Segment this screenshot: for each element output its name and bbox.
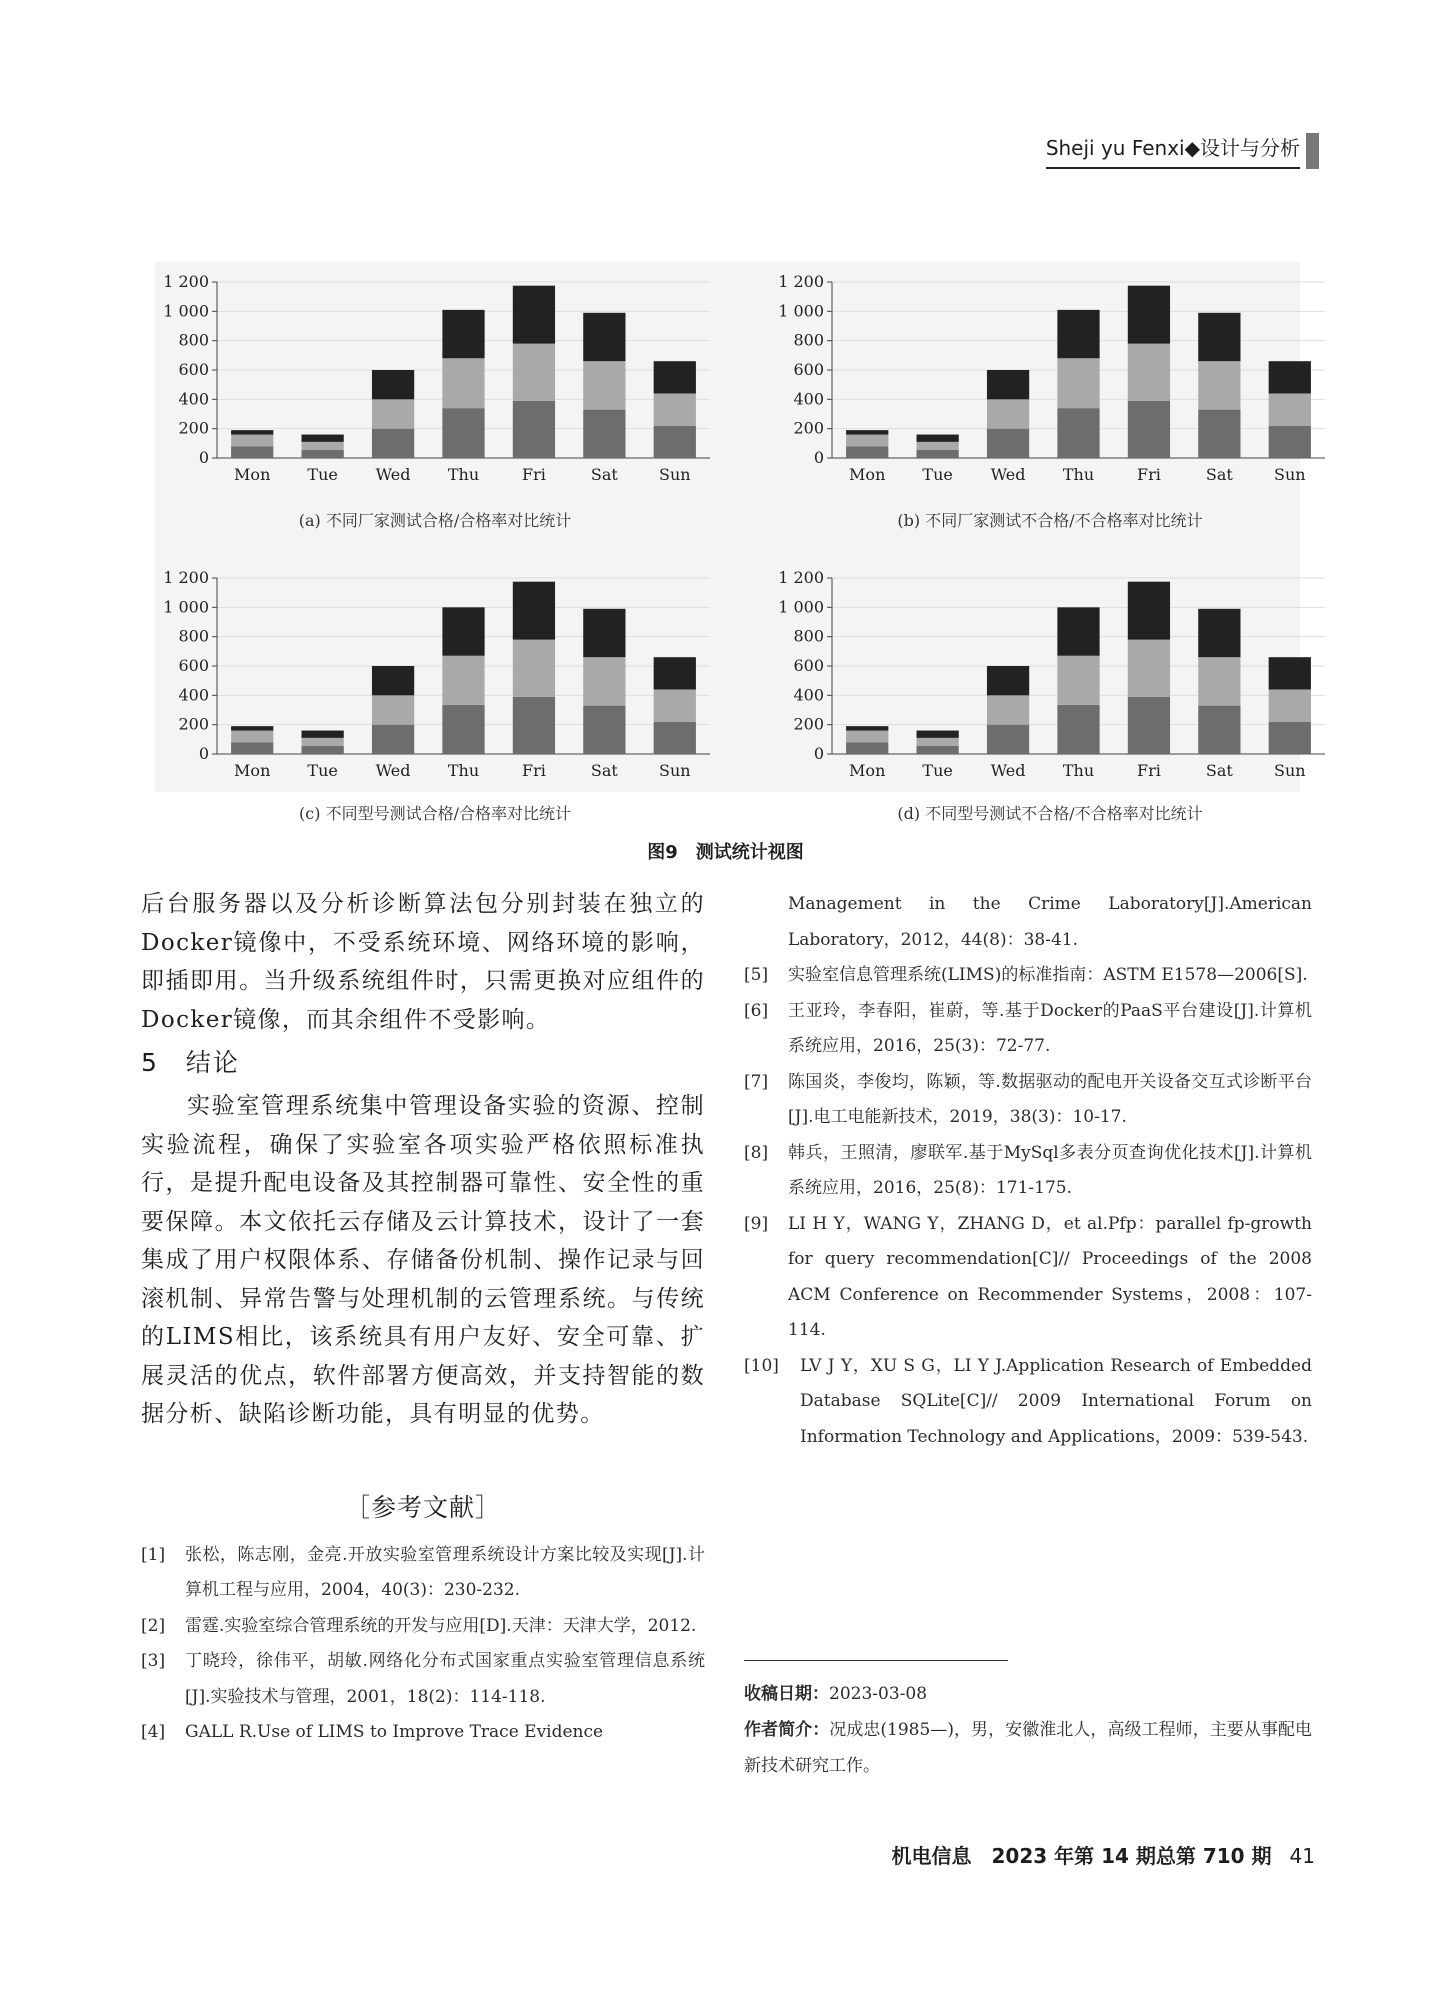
bar-segment bbox=[1198, 313, 1240, 361]
bar-segment bbox=[987, 429, 1029, 458]
bar-segment bbox=[1269, 393, 1311, 425]
bar-segment bbox=[987, 666, 1029, 695]
reference-text: 实验室信息管理系统(LIMS)的标准指南：ASTM E1578—2006[S]. bbox=[788, 965, 1308, 985]
bar-segment bbox=[302, 738, 344, 746]
y-tick-label: 1 000 bbox=[778, 301, 824, 321]
bar-segment bbox=[917, 450, 959, 458]
x-tick-label: Thu bbox=[447, 761, 480, 780]
chart-a bbox=[155, 262, 715, 512]
reference-text: 陈国炎，李俊均，陈颖，等.数据驱动的配电开关设备交互式诊断平台[J].电工电能新技术，2019，38(3)：10-17. bbox=[788, 1071, 1312, 1127]
references-left bbox=[141, 1538, 705, 1751]
reference-item bbox=[141, 1609, 705, 1645]
received-date-label: 收稿日期： bbox=[744, 1684, 829, 1704]
bar-segment bbox=[372, 370, 414, 399]
body-paragraph-2: 实验室管理系统集中管理设备实验的资源、控制实验流程，确保了实验室各项实验严格依照标准执行，是提升配电设备及其控制器可靠性、安全性的重要保障。本文依托云存储及云计算技术，设计了一套集成了用户权限体系、存储备份机制、操作记录与回滚机制、异常告警与处理机制的云管理系统。与传统的LIMS相比，该系统具有用户友好、安全可靠、扩展灵活的优点，软件部署方便高效，并支持智能的数据分析、缺陷诊断功能，具有明显的优势。 bbox=[141, 1093, 705, 1427]
bar-segment bbox=[987, 370, 1029, 399]
chart-d-svg bbox=[770, 558, 1330, 808]
bar-segment bbox=[846, 731, 888, 743]
y-tick-label: 800 bbox=[793, 626, 824, 646]
reference-number: [10] bbox=[744, 1355, 779, 1376]
reference-text: LI H Y，WANG Y，ZHANG D，et al.Pfp：parallel fp-growth for query recommendation[C]// Proceedings of the 2008 ACM Conference on Recommender Systems，2008：107-114. bbox=[788, 1213, 1312, 1340]
x-tick-label: Sun bbox=[1273, 761, 1306, 780]
chart-c-svg bbox=[155, 558, 715, 808]
bar-segment bbox=[917, 738, 959, 746]
reference-number: [7] bbox=[744, 1071, 769, 1092]
chart-d bbox=[770, 558, 1330, 808]
running-header-text: Sheji yu Fenxi◆设计与分析 bbox=[1046, 133, 1300, 169]
y-tick-label: 800 bbox=[793, 330, 824, 350]
y-tick-label: 600 bbox=[793, 656, 824, 675]
reference-number: [9] bbox=[744, 1213, 769, 1234]
y-tick-label: 0 bbox=[198, 448, 209, 467]
y-tick-label: 400 bbox=[178, 685, 209, 705]
reference-number: [6] bbox=[744, 1000, 769, 1021]
y-tick-label: 200 bbox=[793, 418, 824, 438]
reference-number: [3] bbox=[141, 1651, 166, 1671]
y-tick-label: 800 bbox=[178, 626, 209, 646]
bar-segment bbox=[583, 410, 625, 458]
y-tick-label: 1 000 bbox=[163, 301, 209, 321]
bar-segment bbox=[1057, 656, 1099, 705]
reference-item bbox=[744, 1136, 1312, 1207]
bar-segment bbox=[583, 706, 625, 754]
bar-segment bbox=[1269, 426, 1311, 458]
reference-text: 丁晓玲，徐伟平，胡敏.网络化分布式国家重点实验室管理信息系统[J].实验技术与管理，2001，18(2)：114-118. bbox=[185, 1651, 705, 1707]
x-tick-label: Tue bbox=[922, 761, 953, 780]
x-tick-label: Fri bbox=[521, 465, 546, 484]
reference-item bbox=[141, 1538, 705, 1609]
bar-segment bbox=[1057, 607, 1099, 655]
bar-segment bbox=[372, 666, 414, 695]
bar-segment bbox=[1198, 361, 1240, 409]
bar-segment bbox=[654, 689, 696, 721]
reference-text: 张松，陈志刚，金亮.开放实验室管理系统设计方案比较及实现[J].计算机工程与应用，2004，40(3)：230-232. bbox=[185, 1544, 705, 1600]
bar-segment bbox=[513, 582, 555, 640]
left-column bbox=[141, 885, 705, 1751]
x-tick-label: Thu bbox=[1062, 761, 1095, 780]
chart-b bbox=[770, 262, 1330, 512]
x-tick-label: Mon bbox=[234, 465, 271, 484]
caption-a: (a) 不同厂家测试合格/合格率对比统计 bbox=[298, 511, 572, 530]
y-tick-label: 400 bbox=[793, 389, 824, 409]
bar-segment bbox=[372, 399, 414, 428]
x-tick-label: Tue bbox=[307, 465, 338, 484]
x-tick-label: Wed bbox=[375, 465, 411, 484]
reference-number: [8] bbox=[744, 1142, 769, 1163]
x-tick-label: Tue bbox=[307, 761, 338, 780]
bar-segment bbox=[442, 310, 484, 358]
bar-segment bbox=[1057, 310, 1099, 358]
y-tick-label: 1 200 bbox=[163, 272, 209, 291]
y-tick-label: 1 200 bbox=[778, 272, 824, 291]
header-bar-decoration bbox=[1306, 133, 1319, 169]
references-right bbox=[744, 958, 1312, 1455]
bar-segment bbox=[654, 657, 696, 689]
bar-segment bbox=[846, 726, 888, 730]
bar-segment bbox=[1198, 410, 1240, 458]
reference-number: [2] bbox=[141, 1615, 166, 1636]
references-heading: ［参考文献］ bbox=[344, 1492, 501, 1522]
reference-text: LV J Y，XU S G，LI Y J.Application Research of Embedded Database SQLite[C]// 2009 International Forum on Information Technology and Applications，2009：539-543. bbox=[800, 1355, 1312, 1447]
reference-item bbox=[744, 1207, 1312, 1349]
reference-number: [4] bbox=[141, 1722, 166, 1742]
bar-segment bbox=[583, 313, 625, 361]
reference-text: 雷霆.实验室综合管理系统的开发与应用[D].天津：天津大学，2012. bbox=[185, 1615, 697, 1636]
received-date-value: 2023-03-08 bbox=[829, 1684, 928, 1704]
bar-segment bbox=[1198, 706, 1240, 754]
bar-segment bbox=[513, 344, 555, 401]
page-number: 41 bbox=[1289, 1844, 1315, 1868]
bar-segment bbox=[442, 358, 484, 408]
bar-segment bbox=[846, 435, 888, 447]
bar-segment bbox=[231, 731, 273, 743]
bar-segment bbox=[583, 657, 625, 705]
footer-journal: 机电信息 2023 年第 14 期总第 710 期 bbox=[891, 1844, 1272, 1868]
bar-segment bbox=[513, 286, 555, 344]
bar-segment bbox=[372, 695, 414, 724]
bar-segment bbox=[917, 435, 959, 442]
author-value: 况成忠(1985—)，男，安徽淮北人，高级工程师，主要从事配电新技术研究工作。 bbox=[744, 1720, 1313, 1776]
y-tick-label: 600 bbox=[178, 656, 209, 675]
y-tick-label: 400 bbox=[793, 685, 824, 705]
bar-segment bbox=[442, 705, 484, 754]
bar-segment bbox=[442, 408, 484, 458]
bar-segment bbox=[654, 722, 696, 754]
bar-segment bbox=[846, 742, 888, 754]
bar-segment bbox=[513, 697, 555, 754]
chart-b-svg bbox=[770, 262, 1330, 512]
caption-d: (d) 不同型号测试不合格/不合格率对比统计 bbox=[897, 804, 1203, 823]
received-date-note bbox=[744, 1676, 1312, 1712]
bar-segment bbox=[1269, 722, 1311, 754]
bar-segment bbox=[372, 725, 414, 754]
reference-item bbox=[141, 1644, 705, 1715]
bar-segment bbox=[583, 361, 625, 409]
y-tick-label: 200 bbox=[178, 418, 209, 438]
x-tick-label: Fri bbox=[521, 761, 546, 780]
x-tick-label: Sat bbox=[1205, 465, 1233, 484]
y-tick-label: 0 bbox=[813, 448, 824, 467]
bar-segment bbox=[302, 435, 344, 442]
y-tick-label: 1 200 bbox=[163, 568, 209, 587]
bar-segment bbox=[1128, 344, 1170, 401]
author-note bbox=[744, 1712, 1312, 1784]
bar-segment bbox=[513, 640, 555, 697]
bar-segment bbox=[654, 426, 696, 458]
reference-number: [1] bbox=[141, 1544, 166, 1565]
bar-segment bbox=[442, 607, 484, 655]
x-tick-label: Thu bbox=[447, 465, 480, 484]
y-tick-label: 0 bbox=[813, 744, 824, 763]
reference-continuation: Management in the Crime Laboratory[J].American Laboratory，2012，44(8)：38-41. bbox=[788, 894, 1312, 950]
x-tick-label: Fri bbox=[1136, 465, 1161, 484]
bar-segment bbox=[1269, 657, 1311, 689]
reference-text: GALL R.Use of LIMS to Improve Trace Evidence bbox=[185, 1722, 604, 1742]
bar-segment bbox=[1057, 358, 1099, 408]
x-tick-label: Sun bbox=[658, 465, 691, 484]
x-tick-label: Fri bbox=[1136, 761, 1161, 780]
bar-segment bbox=[231, 726, 273, 730]
x-tick-label: Sat bbox=[1205, 761, 1233, 780]
bar-segment bbox=[987, 695, 1029, 724]
bar-segment bbox=[987, 399, 1029, 428]
caption-b: (b) 不同厂家测试不合格/不合格率对比统计 bbox=[897, 511, 1203, 530]
bar-segment bbox=[846, 430, 888, 434]
bar-segment bbox=[917, 746, 959, 754]
y-tick-label: 200 bbox=[178, 714, 209, 734]
y-tick-label: 800 bbox=[178, 330, 209, 350]
bar-segment bbox=[302, 746, 344, 754]
bar-segment bbox=[302, 731, 344, 738]
reference-item bbox=[141, 1715, 705, 1751]
bar-segment bbox=[846, 446, 888, 458]
footnote-rule bbox=[744, 1660, 1008, 1661]
bar-segment bbox=[302, 442, 344, 450]
x-tick-label: Tue bbox=[922, 465, 953, 484]
x-tick-label: Sun bbox=[658, 761, 691, 780]
bar-segment bbox=[1128, 286, 1170, 344]
bar-segment bbox=[1198, 657, 1240, 705]
bar-segment bbox=[1057, 705, 1099, 754]
x-tick-label: Mon bbox=[849, 761, 886, 780]
bar-segment bbox=[654, 393, 696, 425]
x-tick-label: Mon bbox=[849, 465, 886, 484]
bar-segment bbox=[917, 442, 959, 450]
x-tick-label: Sat bbox=[590, 465, 618, 484]
bar-segment bbox=[513, 401, 555, 458]
x-tick-label: Sun bbox=[1273, 465, 1306, 484]
reference-item bbox=[744, 1349, 1312, 1456]
x-tick-label: Wed bbox=[375, 761, 411, 780]
figure-title: 图9 测试统计视图 bbox=[647, 842, 804, 863]
x-tick-label: Mon bbox=[234, 761, 271, 780]
bar-segment bbox=[1269, 689, 1311, 721]
y-tick-label: 0 bbox=[198, 744, 209, 763]
bar-segment bbox=[1128, 401, 1170, 458]
y-tick-label: 1 200 bbox=[778, 568, 824, 587]
bar-segment bbox=[1128, 697, 1170, 754]
x-tick-label: Wed bbox=[990, 761, 1026, 780]
bar-segment bbox=[302, 450, 344, 458]
reference-item bbox=[744, 994, 1312, 1065]
bar-segment bbox=[654, 361, 696, 393]
bar-segment bbox=[231, 435, 273, 447]
chart-a-svg bbox=[155, 262, 715, 512]
chart-c bbox=[155, 558, 715, 808]
y-tick-label: 200 bbox=[793, 714, 824, 734]
page-footer bbox=[891, 1840, 1315, 1869]
footnotes bbox=[744, 1676, 1312, 1784]
bar-segment bbox=[987, 725, 1029, 754]
x-tick-label: Wed bbox=[990, 465, 1026, 484]
reference-text: 韩兵，王照清，廖联军.基于MySql多表分页查询优化技术[J].计算机系统应用，2016，25(8)：171-175. bbox=[788, 1142, 1312, 1198]
bar-segment bbox=[231, 742, 273, 754]
bar-segment bbox=[583, 609, 625, 657]
bar-segment bbox=[1269, 361, 1311, 393]
section-heading: 5 结论 bbox=[141, 1048, 240, 1077]
bar-segment bbox=[231, 446, 273, 458]
y-tick-label: 400 bbox=[178, 389, 209, 409]
y-tick-label: 1 000 bbox=[163, 597, 209, 617]
caption-c: (c) 不同型号测试合格/合格率对比统计 bbox=[299, 804, 571, 823]
bar-segment bbox=[1198, 609, 1240, 657]
bar-segment bbox=[917, 731, 959, 738]
bar-segment bbox=[442, 656, 484, 705]
reference-text: 王亚玲，李春阳，崔蔚，等.基于Docker的PaaS平台建设[J].计算机系统应用，2016，25(3)：72-77. bbox=[788, 1000, 1312, 1056]
reference-number: [5] bbox=[744, 965, 769, 985]
bar-segment bbox=[1057, 408, 1099, 458]
y-tick-label: 600 bbox=[793, 360, 824, 379]
running-header bbox=[1046, 131, 1319, 169]
body-paragraph-1: 后台服务器以及分析诊断算法包分别封装在独立的Docker镜像中，不受系统环境、网络环境的影响，即插即用。当升级系统组件时，只需更换对应组件的Docker镜像，而其余组件不受影响。 bbox=[141, 891, 705, 1033]
y-tick-label: 1 000 bbox=[778, 597, 824, 617]
reference-item bbox=[744, 958, 1312, 994]
reference-item bbox=[744, 1065, 1312, 1136]
bar-segment bbox=[1128, 582, 1170, 640]
x-tick-label: Thu bbox=[1062, 465, 1095, 484]
x-tick-label: Sat bbox=[590, 761, 618, 780]
y-tick-label: 600 bbox=[178, 360, 209, 379]
author-label: 作者简介： bbox=[744, 1720, 830, 1740]
bar-segment bbox=[372, 429, 414, 458]
right-column bbox=[744, 887, 1312, 1455]
bar-segment bbox=[231, 430, 273, 434]
bar-segment bbox=[1128, 640, 1170, 697]
